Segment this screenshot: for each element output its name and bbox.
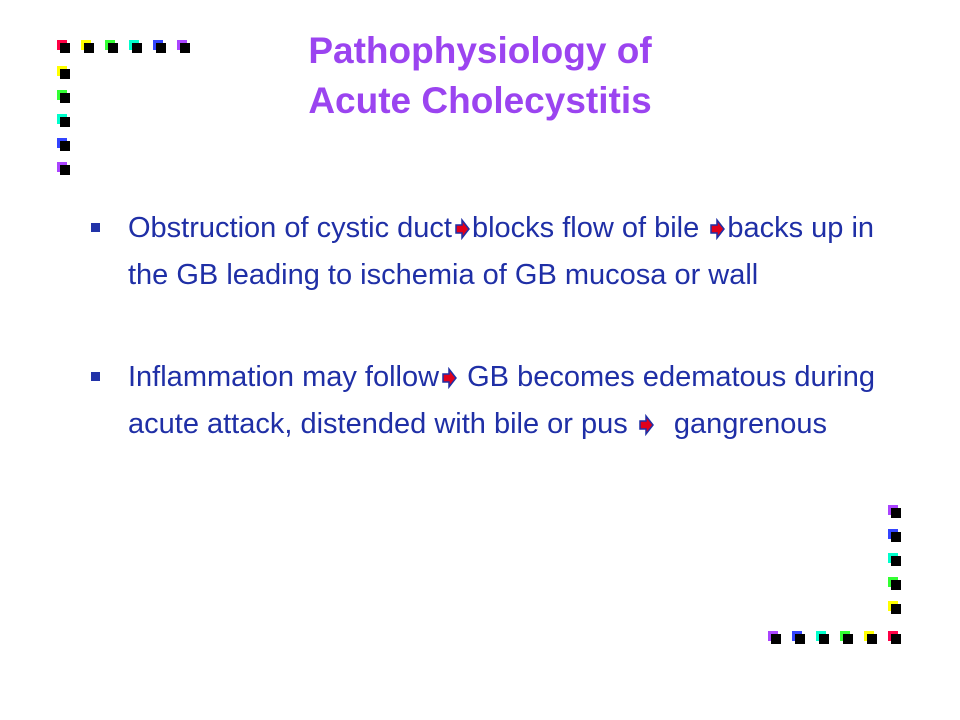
- decorative-square-icon: [864, 631, 874, 641]
- decorative-square-icon: [888, 577, 898, 587]
- decorative-square-icon: [792, 631, 802, 641]
- decorative-square-icon: [888, 529, 898, 539]
- decorative-square-icon: [57, 138, 67, 148]
- decorative-square-icon: [888, 631, 898, 641]
- decorative-square-icon: [57, 90, 67, 100]
- bullet-item: [88, 205, 898, 299]
- decorative-square-icon: [888, 553, 898, 563]
- decorative-square-icon: [888, 505, 898, 515]
- bullet-text: Inflammation may follow: [128, 361, 440, 393]
- right-arrow-icon: [709, 218, 725, 240]
- decorative-square-icon: [153, 40, 163, 50]
- bullet-text: GB becomes edematous during acute attack, distended with bile or pus: [128, 361, 875, 440]
- bullet-text: gangrenous: [673, 408, 827, 440]
- decorative-square-icon: [57, 114, 67, 124]
- square-bullet-icon: [91, 223, 100, 232]
- bullet-text: backs up in the GB leading to ischemia of GB mucosa or wall: [128, 212, 875, 291]
- bullet-list: [88, 205, 898, 448]
- square-bullet-icon: [91, 372, 100, 381]
- right-arrow-icon: [454, 218, 470, 240]
- decorative-square-icon: [57, 66, 67, 76]
- decorative-square-icon: [81, 40, 91, 50]
- bullet-item: [88, 354, 898, 448]
- decorative-square-icon: [840, 631, 850, 641]
- decorative-square-icon: [57, 162, 67, 172]
- decorative-square-icon: [57, 40, 67, 50]
- right-arrow-icon: [441, 367, 457, 389]
- right-arrow-icon: [638, 414, 654, 436]
- bullet-text: blocks flow of bile: [471, 212, 700, 244]
- decorative-square-icon: [888, 601, 898, 611]
- decorative-square-icon: [177, 40, 187, 50]
- title-line-1: Pathophysiology of: [308, 30, 652, 71]
- title-line-2: Acute Cholecystitis: [308, 80, 652, 121]
- bullet-text: Obstruction of cystic duct: [128, 212, 452, 244]
- decorative-square-icon: [816, 631, 826, 641]
- decorative-square-icon: [105, 40, 115, 50]
- decorative-square-icon: [768, 631, 778, 641]
- decorative-square-icon: [129, 40, 139, 50]
